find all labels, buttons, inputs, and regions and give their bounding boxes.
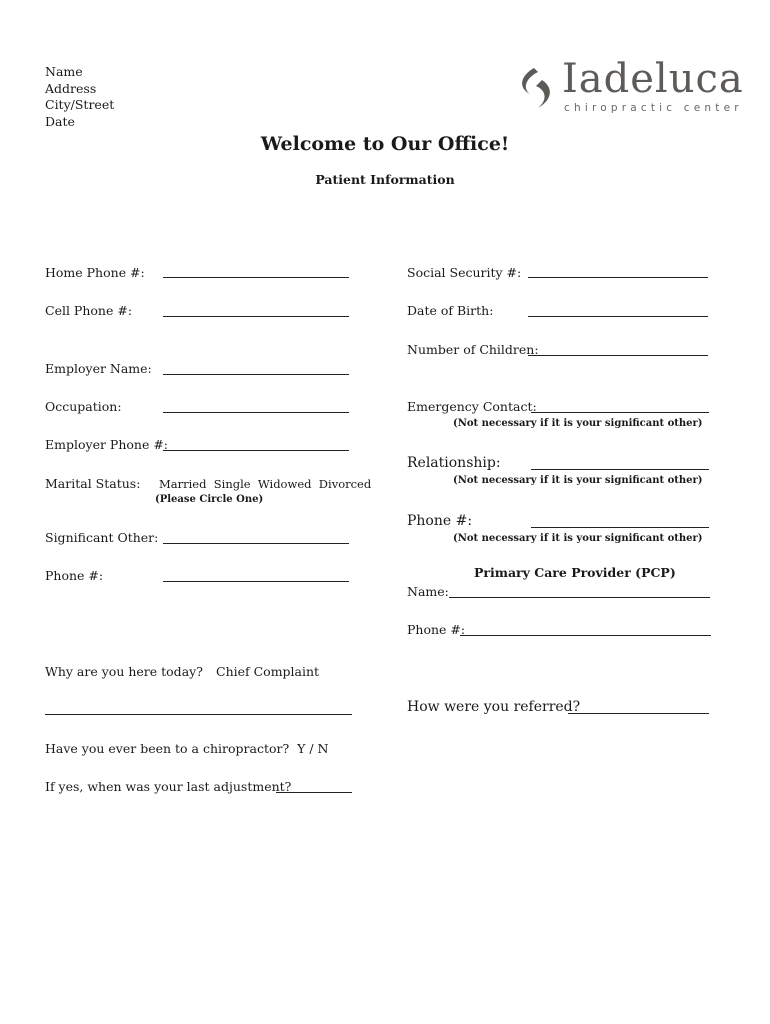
cell-phone-label: Cell Phone #: xyxy=(45,303,133,318)
significant-other-field[interactable] xyxy=(163,543,349,544)
address-block xyxy=(45,64,114,130)
employer-phone-field[interactable] xyxy=(163,450,349,451)
significant-other-phone-field[interactable] xyxy=(163,581,349,582)
home-phone-field[interactable] xyxy=(163,277,349,278)
ssn-label: Social Security #: xyxy=(407,265,522,280)
why-here-label: Why are you here today? xyxy=(45,664,203,679)
employer-name-field[interactable] xyxy=(163,374,349,375)
emergency-note: (Not necessary if it is your significant other) xyxy=(453,418,703,429)
chiropractor-question: Have you ever been to a chiropractor? Y / N xyxy=(45,741,329,756)
marital-status-options[interactable]: Married Single Widowed Divorced xyxy=(159,477,372,491)
significant-other-phone-label: Phone #: xyxy=(45,568,104,583)
last-adjustment-label: If yes, when was your last adjustment? xyxy=(45,779,292,794)
pcp-name-field[interactable] xyxy=(449,597,710,598)
relationship-note: (Not necessary if it is your significant other) xyxy=(453,475,703,486)
last-adjustment-field[interactable] xyxy=(276,792,352,793)
emergency-phone-note: (Not necessary if it is your significant other) xyxy=(453,533,703,544)
referred-label: How were you referred? xyxy=(407,699,581,715)
cell-phone-field[interactable] xyxy=(163,316,349,317)
employer-name-label: Employer Name: xyxy=(45,361,152,376)
pcp-name-label: Name: xyxy=(407,584,449,599)
emergency-contact-label: Emergency Contact: xyxy=(407,399,537,414)
emergency-phone-label: Phone #: xyxy=(407,513,473,529)
relationship-label: Relationship: xyxy=(407,455,501,471)
address-date: Date xyxy=(45,113,75,129)
chief-complaint-field[interactable] xyxy=(45,714,352,715)
pcp-title: Primary Care Provider (PCP) xyxy=(474,565,676,580)
relationship-field[interactable] xyxy=(531,469,709,470)
page-subtitle: Patient Information xyxy=(315,172,455,187)
logo-tagline: chiropractic center xyxy=(564,102,743,114)
address-city-street: City/Street xyxy=(45,97,115,112)
address-address: Address xyxy=(45,80,97,96)
significant-other-label: Significant Other: xyxy=(45,530,159,545)
pcp-phone-label: Phone #: xyxy=(407,622,466,637)
page-title: Welcome to Our Office! xyxy=(260,133,510,155)
emergency-contact-field[interactable] xyxy=(531,412,709,413)
dob-label: Date of Birth: xyxy=(407,303,494,318)
employer-phone-label: Employer Phone #: xyxy=(45,437,169,452)
occupation-field[interactable] xyxy=(163,412,349,413)
ssn-field[interactable] xyxy=(528,277,708,278)
circle-one-note: (Please Circle One) xyxy=(155,494,264,505)
referred-field[interactable] xyxy=(568,713,709,714)
occupation-label: Occupation: xyxy=(45,399,122,414)
logo-swirl-icon xyxy=(514,64,558,112)
chief-complaint-label: Chief Complaint xyxy=(216,664,320,679)
children-field[interactable] xyxy=(528,355,708,356)
logo-name: Iadeluca xyxy=(562,56,744,102)
address-name: Name xyxy=(45,64,83,79)
children-label: Number of Children: xyxy=(407,342,539,357)
home-phone-label: Home Phone #: xyxy=(45,265,145,280)
marital-status-label: Marital Status: xyxy=(45,476,141,491)
emergency-phone-field[interactable] xyxy=(531,527,709,528)
dob-field[interactable] xyxy=(528,316,708,317)
pcp-phone-field[interactable] xyxy=(460,635,711,636)
